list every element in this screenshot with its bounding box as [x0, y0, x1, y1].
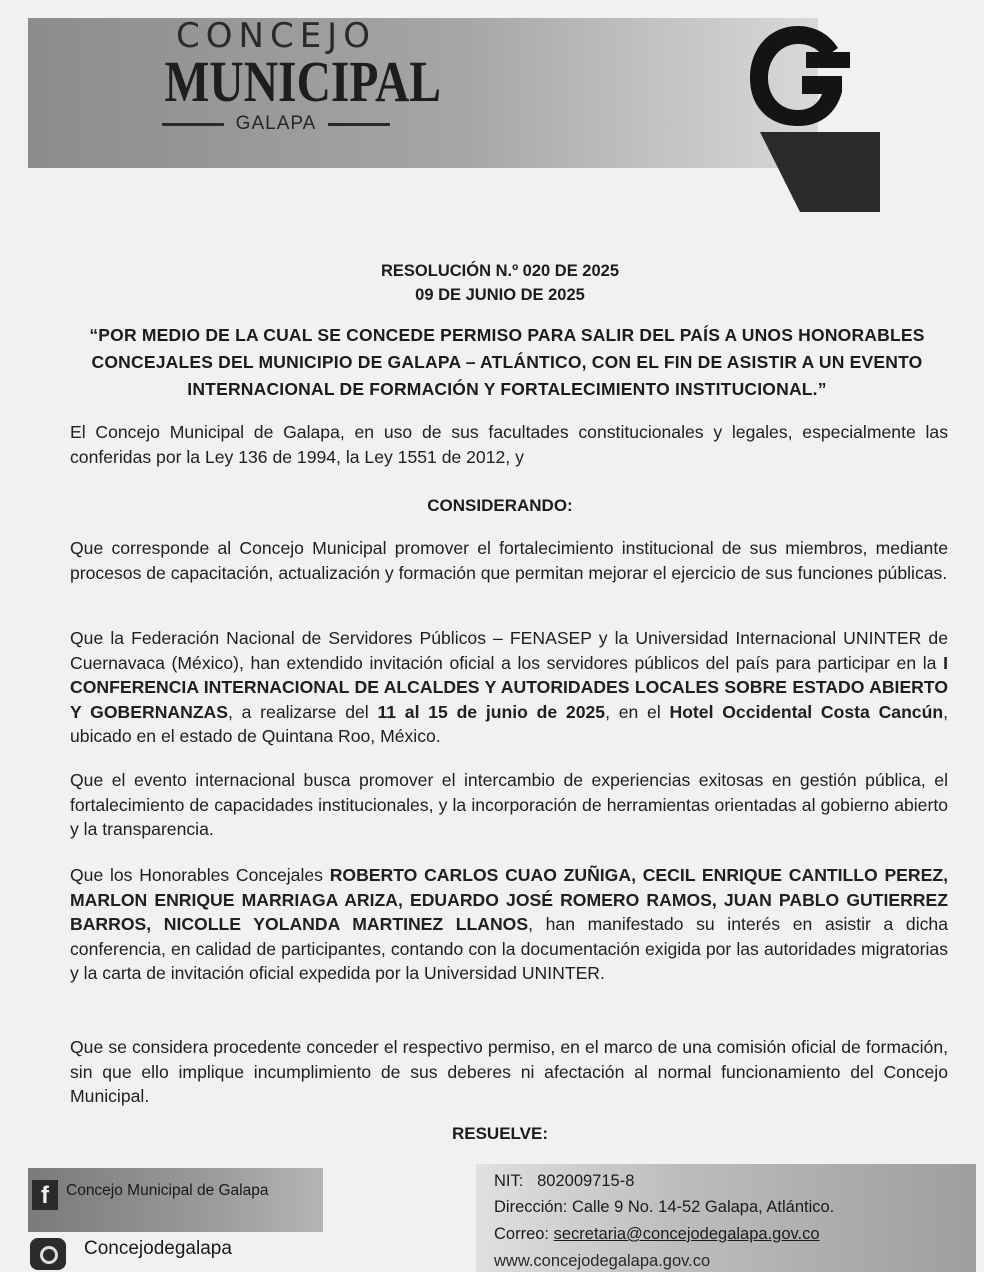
conference-dates: 11 al 15 de junio de 2025 [377, 701, 606, 722]
p2-text-a: Que la Federación Nacional de Servidores Públicos – FENASEP y la Universidad Internacional UNINTER de Cuernavaca (México), han extendido invitación oficial a los servidores públicos del país para participar en la [70, 628, 948, 673]
p2-text-e: , en el [605, 701, 670, 722]
website-link[interactable]: www.concejodegalapa.gov.co [494, 1252, 711, 1270]
logo-rule-right [328, 123, 390, 126]
p4-text-c: , han manifestado su interés en asistir a dicha conferencia, en calidad de participantes, contando con la documentación exigida por las autoridades migratorias y la carta de invitación oficial expedida por la Universidad UNINTER. [70, 914, 948, 983]
p4-text-a: Que los Honorables Concejales [70, 865, 330, 885]
logo-galapa-line [140, 112, 412, 136]
resolution-title: “POR MEDIO DE LA CUAL SE CONCEDE PERMISO PARA SALIR DEL PAÍS A UNOS HONORABLES CONCEJALES DEL MUNICIPIO DE GALAPA – ATLÁNTICO, CON EL FIN DE ASISTIR A UN EVENTO INTERNACIONAL DE FORMACIÓN Y FORTALECIMIENTO INSTITUCIONAL.” [89, 325, 925, 399]
considerando-paragraph-3: Que el evento internacional busca promover el intercambio de experiencias exitosas en gestión pública, el fortalecimiento de capacidades institucionales, y la incorporación de herramientas orientadas al gobierno abierto y la transparencia. [70, 770, 948, 839]
resuelve-heading: RESUELVE: [451, 1124, 549, 1143]
considerando-paragraph-1: Que corresponde al Concejo Municipal promover el fortalecimiento institucional de sus miembros, mediante procesos de capacitación, actualización y formación que permitan mejorar el ejercicio de sus funciones públicas. [70, 538, 948, 583]
instagram-icon [30, 1238, 66, 1270]
nit-line [494, 1172, 634, 1191]
nit-value: 802009715-8 [537, 1172, 635, 1190]
p2-text-c: , a realizarse del [228, 701, 378, 722]
email-line [494, 1225, 820, 1244]
facebook-label[interactable]: Concejo Municipal de Galapa [66, 1182, 269, 1199]
conference-venue: Hotel Occidental Costa Cancún [669, 701, 944, 722]
nit-label: NIT: [494, 1172, 524, 1190]
concejales-names: ROBERTO CARLOS CUAO ZUÑIGA, CECIL ENRIQUE CANTILLO PEREZ, MARLON ENRIQUE MARRIAGA ARIZA, EDUARDO JOSÉ ROMERO RAMOS, JUAN PABLO GUTIERREZ BARROS, NICOLLE YOLANDA MARTINEZ LLANOS [70, 865, 948, 934]
considerando-paragraph-5: Que se considera procedente conceder el respectivo permiso, en el marco de una comisión oficial de formación, sin que ello implique incumplimiento de sus deberes ni afectación al normal funcionamiento del Concejo Municipal. [70, 1037, 948, 1106]
logo-rule-left [162, 123, 224, 126]
intro-paragraph: El Concejo Municipal de Galapa, en uso de sus facultades constitucionales y legales, especialmente las conferidas por la Ley 136 de 1994, la Ley 1551 de 2012, y [70, 422, 948, 467]
email-link[interactable]: secretaria@concejodegalapa.gov.co [553, 1225, 820, 1243]
footer-social-bar [28, 1168, 323, 1232]
considerando-paragraph-4 [70, 863, 948, 986]
instagram-label[interactable]: Concejodegalapa [84, 1238, 232, 1259]
p2-text-g: , ubicado en el estado de Quintana Roo, México. [70, 701, 948, 746]
logo-concejo-text: CONCEJO [176, 16, 376, 56]
logo-municipal-text: MUNICIPAL [164, 49, 442, 114]
considerando-paragraph-2 [70, 626, 948, 749]
logo-galapa-text: GALAPA [235, 113, 317, 134]
g-logo-square-shape [760, 132, 880, 212]
email-label: Correo: [494, 1225, 554, 1243]
g-letter-logo-icon [740, 18, 860, 138]
considerando-heading: CONSIDERANDO: [427, 496, 573, 515]
facebook-icon: f [32, 1180, 58, 1210]
resolution-date: 09 DE JUNIO DE 2025 [415, 286, 585, 304]
address-line: Dirección: Calle 9 No. 14-52 Galapa, Atlántico. [494, 1198, 835, 1216]
resolution-number: RESOLUCIÓN N.º 020 DE 2025 [380, 262, 620, 280]
conference-name: I CONFERENCIA INTERNACIONAL DE ALCALDES Y AUTORIDADES LOCALES SOBRE ESTADO ABIERTO Y GOBERNANZAS [70, 652, 948, 722]
